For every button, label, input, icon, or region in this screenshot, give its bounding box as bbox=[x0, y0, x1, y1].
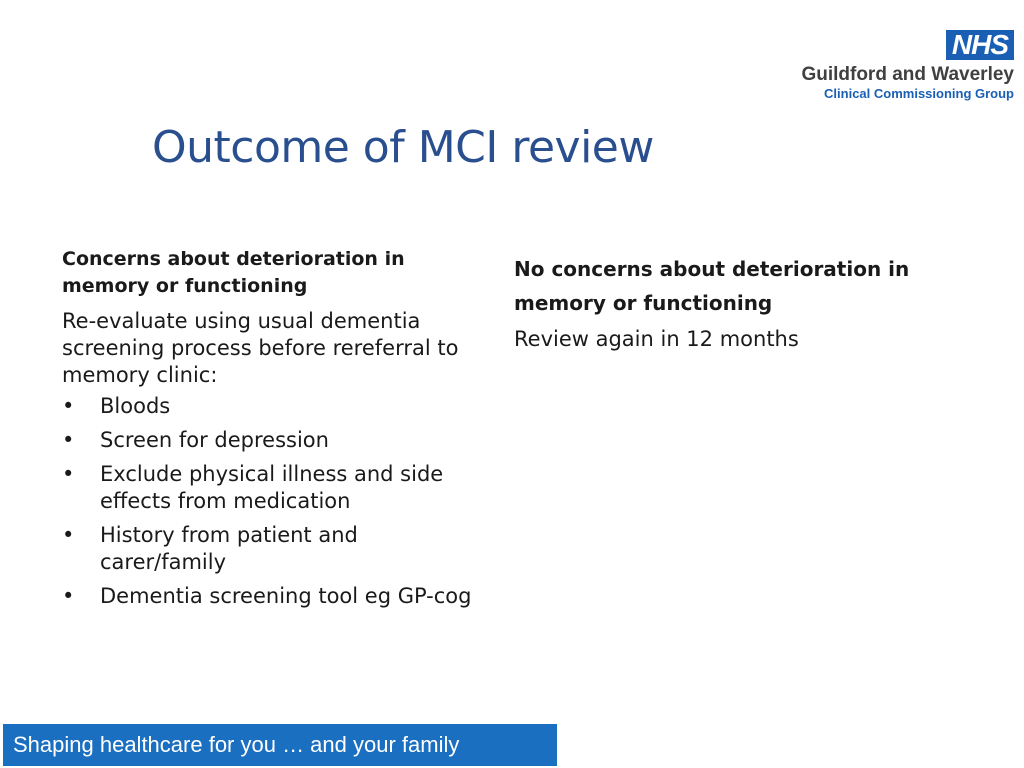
nhs-logo bbox=[764, 30, 1014, 102]
footer-banner: Shaping healthcare for you … and your family bbox=[3, 724, 557, 766]
list-item bbox=[62, 522, 482, 576]
bullet-icon: • bbox=[62, 584, 75, 608]
right-heading: No concerns about deterioration in memory or functioning bbox=[514, 257, 910, 315]
bullet-icon: • bbox=[62, 523, 75, 547]
left-intro: Re-evaluate using usual dementia screening process before rereferral to memory clinic: bbox=[62, 309, 459, 387]
org-name: Guildford and Waverley bbox=[801, 64, 1014, 85]
list-item bbox=[62, 427, 482, 454]
slide-title: Outcome of MCI review bbox=[152, 122, 654, 173]
nhs-badge: NHS bbox=[946, 30, 1014, 60]
list-item bbox=[62, 461, 482, 515]
bullet-icon: • bbox=[62, 428, 75, 452]
left-column bbox=[62, 246, 482, 617]
list-item bbox=[62, 583, 482, 610]
list-item-text: History from patient and carer/family bbox=[100, 523, 358, 574]
list-item-text: Bloods bbox=[100, 394, 171, 418]
bullet-list bbox=[62, 393, 482, 610]
list-item bbox=[62, 393, 482, 420]
right-column bbox=[514, 252, 954, 353]
list-item-text: Dementia screening tool eg GP-cog bbox=[100, 584, 472, 608]
org-subtitle: Clinical Commissioning Group bbox=[824, 86, 1014, 101]
list-item-text: Exclude physical illness and side effects from medication bbox=[100, 462, 444, 513]
bullet-icon: • bbox=[62, 394, 75, 418]
list-item-text: Screen for depression bbox=[100, 428, 329, 452]
left-heading: Concerns about deterioration in memory or functioning bbox=[62, 248, 405, 297]
right-body: Review again in 12 months bbox=[514, 327, 799, 351]
bullet-icon: • bbox=[62, 462, 75, 486]
